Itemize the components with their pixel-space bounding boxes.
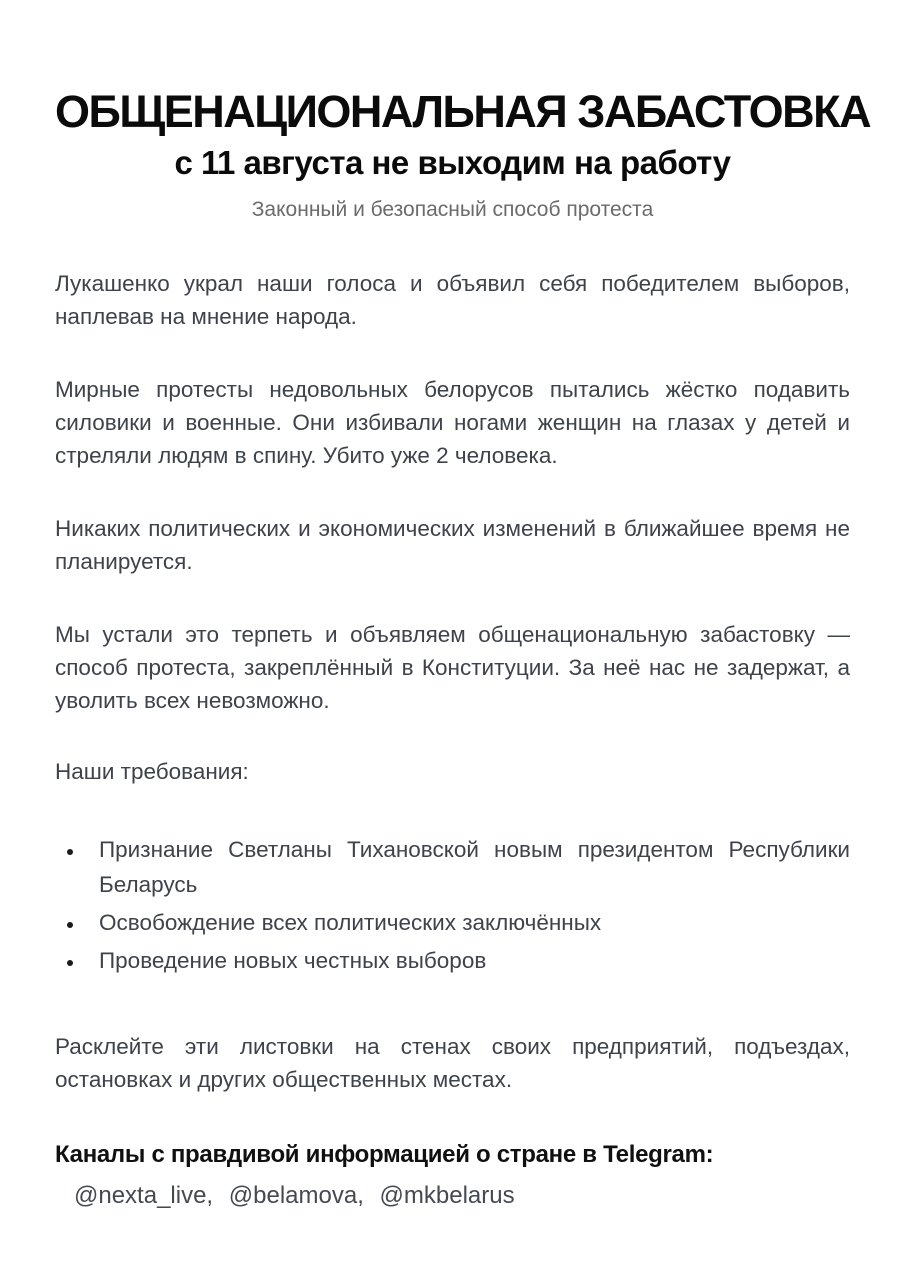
- telegram-channels-heading: Каналы с правдивой информацией о стране в Telegram:: [55, 1141, 714, 1168]
- telegram-channel-handles: @nexta_live, @belamova, @mkbelarus: [74, 1182, 515, 1209]
- flyer-subtitle: с 11 августа не выходим на работу: [174, 144, 731, 181]
- paragraph-stolen-votes: Лукашенко украл наши голоса и объявил себя победителем выборов, наплевав на мнение народа.: [55, 271, 850, 329]
- flyer-header: [55, 86, 871, 223]
- demand-item-free-prisoners: • Освобождение всех политических заключённых: [85, 905, 850, 940]
- paragraph-no-changes: Никаких политических и экономических изменений в ближайшее время не планируется.: [55, 516, 850, 574]
- flyer-tagline: Законный и безопасный способ протеста: [251, 198, 654, 221]
- paragraph-strike-declaration: Мы устали это терпеть и объявляем общенациональную забастовку — способ протеста, закреплённый в Конституции. За неё нас не задержат, а уволить всех невозможно.: [55, 622, 850, 713]
- paragraph-protests-crackdown: Мирные протесты недовольных белорусов пытались жёстко подавить силовики и военные. Они избивали ногами женщин на глазах у детей и стреляли людям в спину. Убито уже 2 человека.: [55, 377, 850, 468]
- demand-item-recognize-tikhanovskaya: • Признание Светланы Тихановской новым президентом Республики Беларусь: [85, 832, 850, 902]
- flyer-title: ОБЩЕНАЦИОНАЛЬНАЯ ЗАБАСТОВКА: [55, 86, 871, 137]
- flyer-body: [55, 267, 850, 1211]
- demands-list: [55, 832, 850, 978]
- demand-item-new-elections: • Проведение новых честных выборов: [85, 943, 850, 978]
- demands-heading: Наши требования:: [55, 759, 249, 784]
- closing-paragraph: Расклейте эти листовки на стенах своих предприятий, подъездах, остановках и других общественных местах.: [55, 1034, 850, 1092]
